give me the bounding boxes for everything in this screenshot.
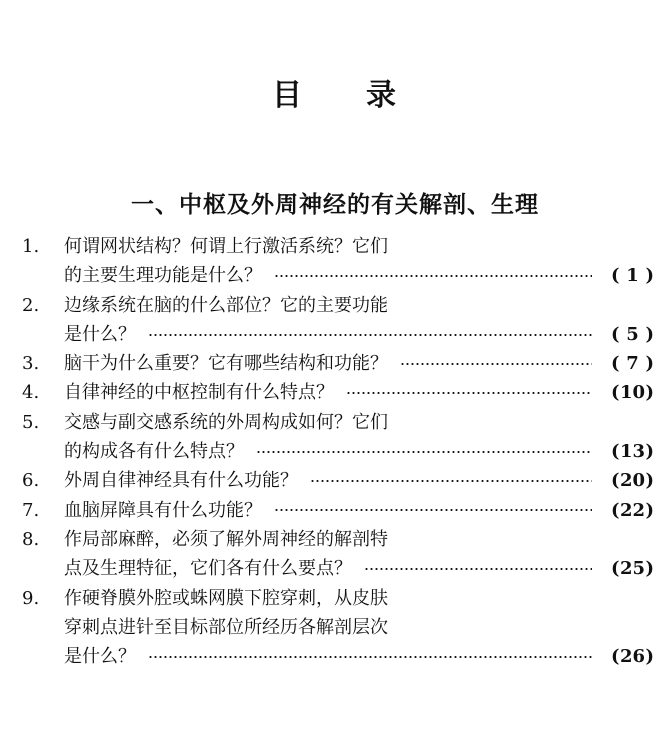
page-number-value: 10 [619, 382, 645, 404]
toc-entry-text: 外周自律神经具有什么功能？ [64, 470, 298, 492]
paren-open: ( [610, 499, 620, 521]
dot-leader [346, 384, 592, 402]
page-number-value: 26 [619, 646, 645, 668]
toc-entry [22, 232, 654, 291]
toc-entry-text: 作硬脊膜外腔或蛛网膜下腔穿刺，从皮肤 [64, 587, 388, 609]
toc-entry-line [22, 496, 654, 525]
page-number-value: 5 [626, 323, 639, 345]
page-number-value: 25 [619, 558, 645, 580]
toc-entry-line [22, 408, 654, 437]
paren-close: ) [645, 353, 654, 375]
toc-page-number [598, 554, 654, 583]
paren-close: ) [645, 499, 654, 521]
toc-entry-text: 作局部麻醉，必须了解外周神经的解剖特 [64, 528, 388, 550]
toc-entry [22, 291, 654, 350]
toc-entry [22, 378, 654, 407]
toc-entry-number: 3. [22, 353, 40, 375]
toc-page-number [598, 437, 654, 466]
dot-leader [400, 355, 592, 373]
toc-entry-text: 自律神经的中枢控制有什么特点？ [64, 382, 334, 404]
title-char-1: 目 [272, 78, 304, 113]
page-title [0, 70, 670, 114]
toc-entry-text: 是什么？ [64, 646, 136, 668]
toc-entry-number: 6. [22, 470, 40, 492]
toc-entry [22, 408, 654, 467]
toc-page-number [598, 349, 654, 378]
toc-entry-number: 8. [22, 528, 40, 550]
page-number-value: 7 [626, 353, 639, 375]
section-heading: 一、中枢及外周神经的有关解剖、生理 [131, 192, 539, 218]
toc-entry-text: 点及生理特征，它们各有什么要点？ [64, 558, 352, 580]
toc-entry [22, 349, 654, 378]
toc-entry-text: 的构成各有什么特点？ [64, 441, 244, 463]
toc-entry-text: 是什么？ [64, 323, 136, 345]
toc-entry-number: 5. [22, 411, 40, 433]
toc-entry-text: 何谓网状结构？何谓上行激活系统？它们 [64, 236, 388, 257]
dot-leader [256, 443, 592, 461]
paren-close: ) [645, 470, 654, 492]
dot-leader [274, 267, 592, 285]
paren-open: ( [610, 558, 620, 580]
toc-entry-number: 2. [22, 294, 40, 316]
toc-entry [22, 496, 654, 525]
paren-open: ( [610, 323, 620, 345]
paren-close: ) [645, 323, 654, 345]
paren-open: ( [610, 353, 620, 375]
toc-entry-text: 交感与副交感系统的外周构成如何？它们 [64, 411, 388, 433]
page-number-value: 13 [619, 441, 645, 463]
paren-close: ) [645, 646, 654, 668]
page-number-value: 1 [626, 265, 639, 287]
toc-entry-line [22, 466, 654, 495]
paren-open: ( [610, 646, 620, 668]
toc-page-number [598, 496, 654, 525]
toc-page-number [598, 261, 654, 290]
paren-open: ( [610, 470, 620, 492]
toc-entry-line [22, 437, 654, 466]
toc-entry-line [22, 584, 654, 613]
title-char-2: 录 [366, 78, 398, 113]
toc-entry-line [22, 613, 654, 642]
toc-entry-line [22, 291, 654, 320]
paren-open: ( [610, 441, 620, 463]
toc-entry-line [22, 378, 654, 407]
toc-entry-line [22, 554, 654, 583]
page-number-value: 20 [619, 470, 645, 492]
toc-entry-line [22, 525, 654, 554]
toc-entry-line [22, 349, 654, 378]
toc-entry-number: 9. [22, 587, 40, 609]
paren-close: ) [645, 382, 654, 404]
paren-open: ( [610, 382, 620, 404]
toc-entry-number: 7. [22, 499, 40, 521]
paren-close: ) [645, 558, 654, 580]
toc-page-number [598, 466, 654, 495]
paren-close: ) [645, 265, 654, 287]
dot-leader [148, 326, 592, 344]
paren-close: ) [645, 441, 654, 463]
toc-page-number [598, 378, 654, 407]
toc-page-number [598, 642, 654, 671]
toc-entry-line [22, 642, 654, 671]
toc-entry-line [22, 320, 654, 349]
toc-entry-number: 4. [22, 382, 40, 404]
toc-list [22, 232, 654, 671]
dot-leader [310, 472, 592, 490]
toc-entry-text: 血脑屏障具有什么功能？ [64, 499, 262, 521]
toc-entry [22, 466, 654, 495]
toc-entry [22, 584, 654, 672]
dot-leader [274, 501, 592, 519]
paren-open: ( [610, 265, 620, 287]
toc-entry-number: 1. [22, 236, 40, 257]
toc-entry-text: 穿刺点进针至目标部位所经历各解剖层次 [64, 616, 388, 638]
toc-entry-line [22, 261, 654, 290]
dot-leader [148, 648, 592, 666]
toc-entry-text: 的主要生理功能是什么？ [64, 265, 262, 287]
page-number-value: 22 [619, 499, 645, 521]
toc-entry-line [22, 232, 654, 261]
toc-page-number [598, 320, 654, 349]
toc-entry-text: 脑干为什么重要？它有哪些结构和功能？ [64, 353, 388, 375]
toc-entry [22, 525, 654, 584]
toc-entry-text: 边缘系统在脑的什么部位？它的主要功能 [64, 294, 388, 316]
dot-leader [364, 560, 592, 578]
